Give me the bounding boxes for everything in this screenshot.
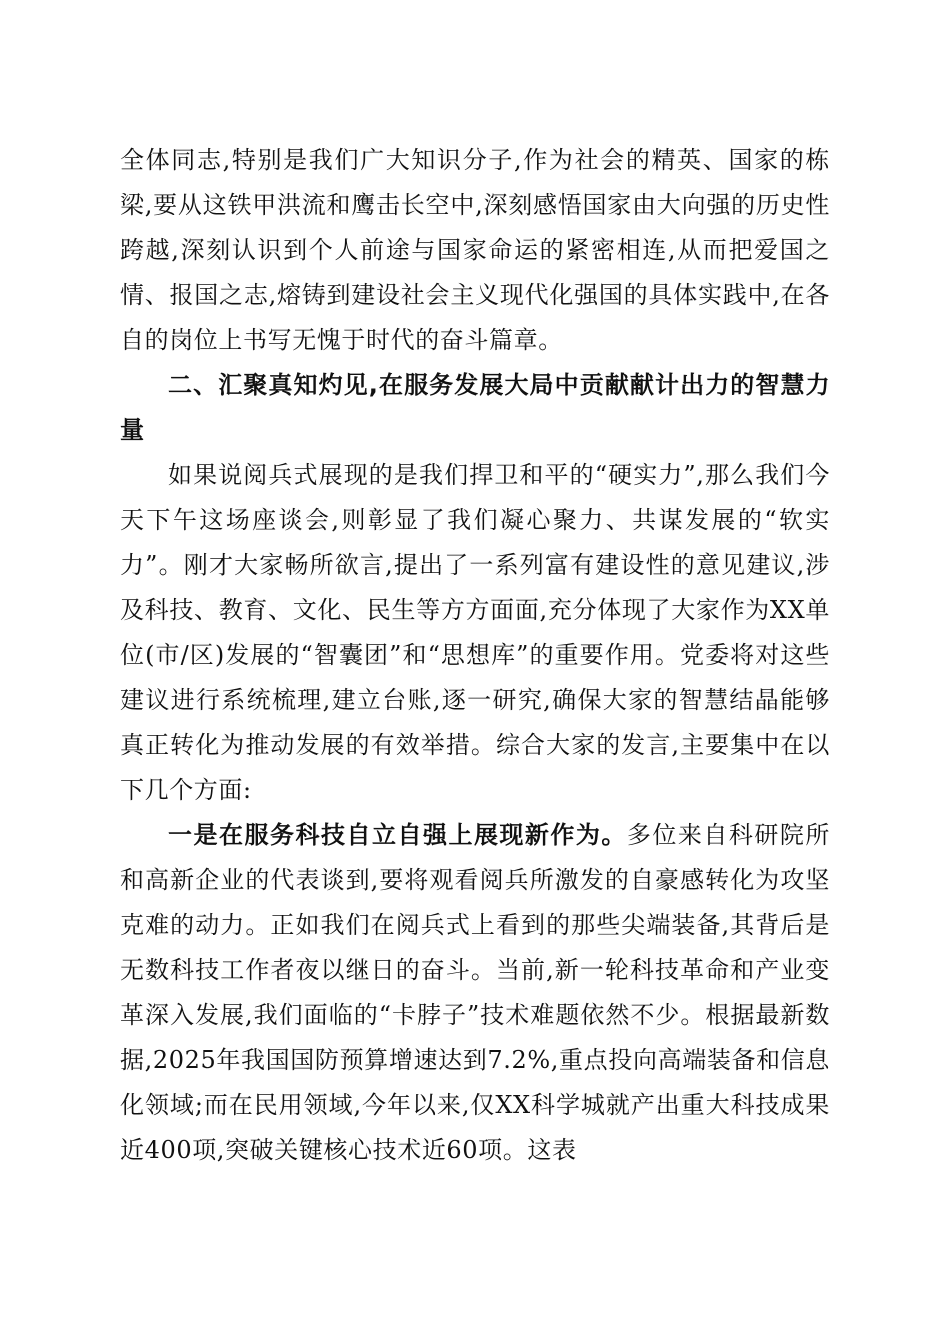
body-paragraph-3 (120, 813, 830, 1173)
body-paragraph-2: 如果说阅兵式展现的是我们捍卫和平的“硬实力”,那么我们今天下午这场座谈会,则彰显了我们凝心聚力、共谋发展的“软实力”。刚才大家畅所欲言,提出了一系列富有建设性的意见建议,涉及科技、教育、文化、民生等方方面面,充分体现了大家作为XX单位(市/区)发展的“智囊团”和“思想库”的重要作用。党委将对这些建议进行系统梳理,建立台账,逐一研究,确保大家的智慧结晶能够真正转化为推动发展的有效举措。综合大家的发言,主要集中在以下几个方面: (120, 461, 830, 804)
section-heading: 二、汇聚真知灼见,在服务发展大局中贡献献计出力的智慧力量 (120, 371, 830, 444)
body-paragraph-1: 全体同志,特别是我们广大知识分子,作为社会的精英、国家的栋梁,要从这铁甲洪流和鹰击长空中,深刻感悟国家由大向强的历史性跨越,深刻认识到个人前途与国家命运的紧密相连,从而把爱国之情、报国之志,熔铸到建设社会主义现代化强国的具体实践中,在各自的岗位上书写无愧于时代的奋斗篇章。 (120, 146, 830, 354)
document-page (120, 138, 830, 1173)
paragraph-lead-sentence: 一是在服务科技自立自强上展现新作为。 (168, 821, 627, 849)
paragraph-body-text: 多位来自科研院所和高新企业的代表谈到,要将观看阅兵所激发的自豪感转化为攻坚克难的动力。正如我们在阅兵式上看到的那些尖端装备,其背后是无数科技工作者夜以继日的奋斗。当前,新一轮科技革命和产业变革深入发展,我们面临的“卡脖子”技术难题依然不少。根据最新数据,2025年我国国防预算增速达到7.2%,重点投向高端装备和信息化领域;而在民用领域,今年以来,仅XX科学城就产出重大科技成果近400项,突破关键核心技术近60项。这表 (120, 821, 830, 1164)
